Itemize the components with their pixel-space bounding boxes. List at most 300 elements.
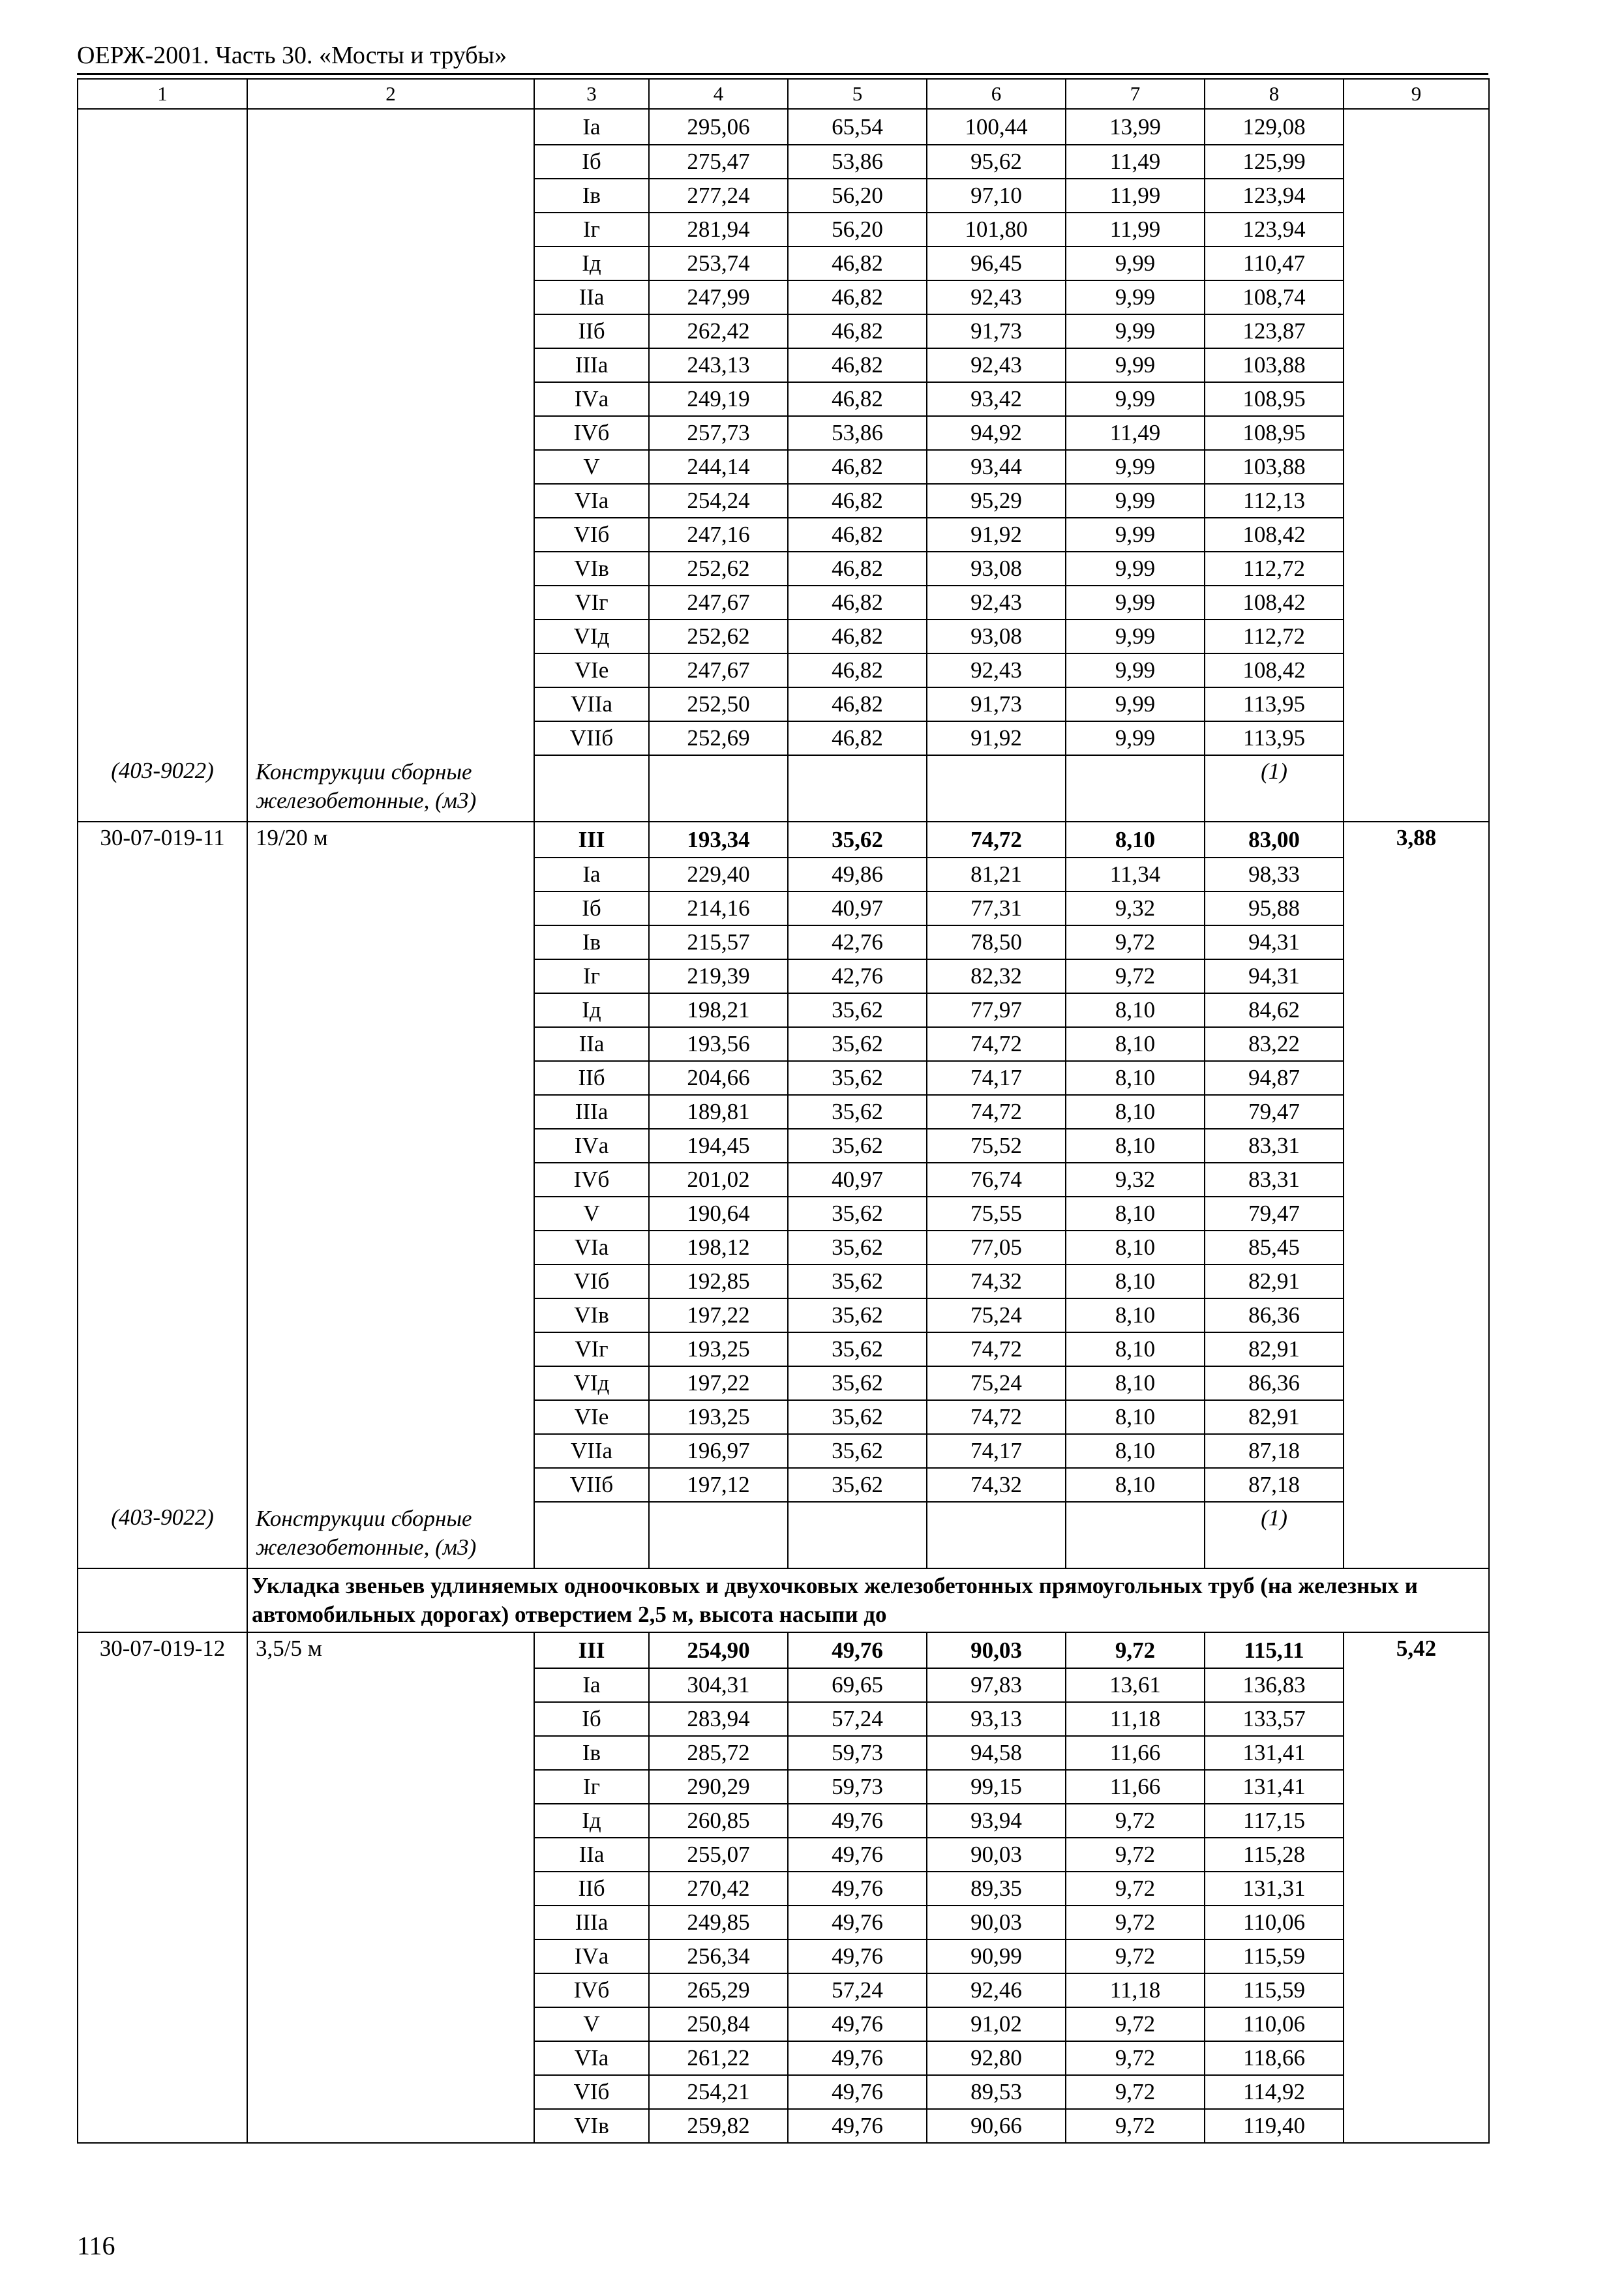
zone-cell: Iа (534, 858, 649, 891)
material-name-cell: Конструкции сборные железобетонные, (м3) (247, 755, 534, 822)
work-name-cell (247, 1702, 534, 1736)
value-cell: 250,84 (649, 2007, 788, 2041)
labor-total-cell (1344, 858, 1489, 891)
labor-total-cell (1344, 1736, 1489, 1770)
value-cell: 59,73 (788, 1770, 927, 1804)
work-name-cell (247, 620, 534, 653)
zone-cell: VIг (534, 586, 649, 620)
rate-code-cell (78, 1872, 247, 1906)
work-name-cell (247, 1668, 534, 1702)
value-cell: 74,72 (927, 1027, 1066, 1061)
value-cell: 198,21 (649, 993, 788, 1027)
value-cell: 131,41 (1205, 1736, 1344, 1770)
zone-cell: VIб (534, 2075, 649, 2109)
table-row (78, 1838, 1489, 1872)
value-cell: 193,56 (649, 1027, 788, 1061)
value-cell: 46,82 (788, 620, 927, 653)
work-name-cell (247, 1872, 534, 1906)
labor-total-cell (1344, 2041, 1489, 2075)
value-cell: 190,64 (649, 1197, 788, 1231)
value-cell: 112,72 (1205, 620, 1344, 653)
work-name-cell (247, 1061, 534, 1095)
labor-total-cell (1344, 145, 1489, 179)
rate-code-cell (78, 1163, 247, 1197)
zone-cell: VIв (534, 552, 649, 586)
value-cell: 79,47 (1205, 1197, 1344, 1231)
value-cell: 113,95 (1205, 687, 1344, 721)
empty-cell (927, 1502, 1066, 1568)
zone-cell: IVб (534, 1973, 649, 2007)
column-number-cell: 4 (649, 79, 788, 109)
labor-total-cell (1344, 109, 1489, 145)
value-cell: 74,72 (927, 1332, 1066, 1366)
work-name-cell (247, 179, 534, 213)
work-name-cell (247, 721, 534, 755)
value-cell: 103,88 (1205, 348, 1344, 382)
value-cell: 86,36 (1205, 1298, 1344, 1332)
value-cell: 90,03 (927, 1838, 1066, 1872)
value-cell: 49,76 (788, 1906, 927, 1939)
zone-cell: IVб (534, 416, 649, 450)
work-name-cell (247, 1027, 534, 1061)
zone-cell: IIа (534, 1027, 649, 1061)
work-name-cell (247, 993, 534, 1027)
labor-total-cell (1344, 1264, 1489, 1298)
value-cell: 49,86 (788, 858, 927, 891)
value-cell: 196,97 (649, 1434, 788, 1468)
empty-cell (1066, 1502, 1205, 1568)
work-name-cell (247, 586, 534, 620)
value-cell: 103,88 (1205, 450, 1344, 484)
value-cell: 96,45 (927, 247, 1066, 280)
value-cell: 93,13 (927, 1702, 1066, 1736)
value-cell: 35,62 (788, 1332, 927, 1366)
zone-cell: IIа (534, 1838, 649, 1872)
value-cell: 74,72 (927, 1095, 1066, 1129)
empty-cell (788, 1502, 927, 1568)
zone-cell: IIб (534, 1061, 649, 1095)
zone-cell: V (534, 450, 649, 484)
rate-code-cell (78, 1939, 247, 1973)
work-name-cell (247, 858, 534, 891)
work-name-cell (247, 450, 534, 484)
value-cell: 9,72 (1066, 959, 1205, 993)
zone-cell: VIе (534, 1400, 649, 1434)
value-cell: 108,95 (1205, 416, 1344, 450)
work-name-cell (247, 1906, 534, 1939)
labor-total-cell (1344, 1973, 1489, 2007)
value-cell: 11,99 (1066, 213, 1205, 247)
value-cell: 118,66 (1205, 2041, 1344, 2075)
value-cell: 82,32 (927, 959, 1066, 993)
table-row (78, 2075, 1489, 2109)
labor-total-cell (1344, 552, 1489, 586)
rate-code-cell (78, 858, 247, 891)
rate-code-cell: 30-07-019-11 (78, 822, 247, 858)
value-cell: 8,10 (1066, 1332, 1205, 1366)
table-row (78, 213, 1489, 247)
table-row (78, 179, 1489, 213)
value-cell: 74,32 (927, 1264, 1066, 1298)
value-cell: 254,90 (649, 1632, 788, 1668)
value-cell: 9,99 (1066, 280, 1205, 314)
value-cell: 82,91 (1205, 1400, 1344, 1434)
labor-total-cell (1344, 348, 1489, 382)
value-cell: 86,36 (1205, 1366, 1344, 1400)
labor-total-cell (1344, 1770, 1489, 1804)
value-cell: 94,31 (1205, 925, 1344, 959)
empty-cell (788, 755, 927, 822)
value-cell: 290,29 (649, 1770, 788, 1804)
rate-code-cell (78, 1061, 247, 1095)
value-cell: 129,08 (1205, 109, 1344, 145)
value-cell: 92,43 (927, 348, 1066, 382)
value-cell: 91,92 (927, 518, 1066, 552)
work-name-cell (247, 1804, 534, 1838)
zone-cell: IIб (534, 314, 649, 348)
value-cell: 9,99 (1066, 653, 1205, 687)
value-cell: 119,40 (1205, 2109, 1344, 2143)
labor-total-cell (1344, 1095, 1489, 1129)
rate-code-cell (78, 1264, 247, 1298)
labor-total-cell (1344, 1804, 1489, 1838)
value-cell: 57,24 (788, 1702, 927, 1736)
value-cell: 11,49 (1066, 416, 1205, 450)
column-number-cell: 2 (247, 79, 534, 109)
labor-total-cell (1344, 2109, 1489, 2143)
value-cell: 42,76 (788, 925, 927, 959)
value-cell: 49,76 (788, 1939, 927, 1973)
value-cell: 9,99 (1066, 348, 1205, 382)
value-cell: 46,82 (788, 552, 927, 586)
value-cell: 9,99 (1066, 586, 1205, 620)
value-cell: 93,08 (927, 620, 1066, 653)
work-name-cell (247, 2075, 534, 2109)
zone-cell: IIа (534, 280, 649, 314)
value-cell: 9,72 (1066, 925, 1205, 959)
work-name-cell (247, 925, 534, 959)
column-number-cell: 1 (78, 79, 247, 109)
labor-total-cell (1344, 280, 1489, 314)
zone-cell: IIб (534, 1872, 649, 1906)
value-cell: 257,73 (649, 416, 788, 450)
value-cell: 123,94 (1205, 213, 1344, 247)
value-cell: 90,03 (927, 1906, 1066, 1939)
work-name-cell (247, 1298, 534, 1332)
rate-code-cell (78, 891, 247, 925)
value-cell: 193,25 (649, 1332, 788, 1366)
value-cell: 82,91 (1205, 1264, 1344, 1298)
table-row (78, 280, 1489, 314)
value-cell: 46,82 (788, 721, 927, 755)
work-name-cell (247, 1366, 534, 1400)
table-row (78, 1702, 1489, 1736)
work-name-cell (247, 416, 534, 450)
value-cell: 9,32 (1066, 1163, 1205, 1197)
table-row (78, 1129, 1489, 1163)
table-row (78, 1906, 1489, 1939)
work-name-cell (247, 247, 534, 280)
value-cell: 8,10 (1066, 1231, 1205, 1264)
material-value-cell: (1) (1205, 1502, 1344, 1568)
value-cell: 9,99 (1066, 382, 1205, 416)
value-cell: 94,31 (1205, 959, 1344, 993)
zone-cell: VIIб (534, 1468, 649, 1502)
table-row (78, 314, 1489, 348)
value-cell: 112,72 (1205, 552, 1344, 586)
value-cell: 93,44 (927, 450, 1066, 484)
value-cell: 108,74 (1205, 280, 1344, 314)
value-cell: 35,62 (788, 1027, 927, 1061)
value-cell: 9,72 (1066, 2007, 1205, 2041)
value-cell: 9,99 (1066, 518, 1205, 552)
value-cell: 46,82 (788, 348, 927, 382)
table-row (78, 1668, 1489, 1702)
value-cell: 136,83 (1205, 1668, 1344, 1702)
work-name-cell (247, 1736, 534, 1770)
value-cell: 265,29 (649, 1973, 788, 2007)
value-cell: 49,76 (788, 2041, 927, 2075)
value-cell: 9,32 (1066, 891, 1205, 925)
labor-total-cell (1344, 993, 1489, 1027)
section-heading-row (78, 1568, 1489, 1632)
table-row (78, 925, 1489, 959)
value-cell: 115,59 (1205, 1973, 1344, 2007)
zone-cell: V (534, 1197, 649, 1231)
labor-total-cell (1344, 1197, 1489, 1231)
work-name-cell (247, 1838, 534, 1872)
rate-code-cell (78, 2075, 247, 2109)
value-cell: 13,61 (1066, 1668, 1205, 1702)
value-cell: 247,67 (649, 653, 788, 687)
table-row (78, 620, 1489, 653)
value-cell: 108,42 (1205, 586, 1344, 620)
rate-code-cell (78, 1332, 247, 1366)
value-cell: 35,62 (788, 1468, 927, 1502)
table-row (78, 687, 1489, 721)
value-cell: 35,62 (788, 1197, 927, 1231)
value-cell: 97,10 (927, 179, 1066, 213)
value-cell: 189,81 (649, 1095, 788, 1129)
material-ref-row (78, 755, 1489, 822)
rate-code-cell (78, 721, 247, 755)
value-cell: 13,99 (1066, 109, 1205, 145)
zone-cell: VIIа (534, 1434, 649, 1468)
labor-total-cell (1344, 891, 1489, 925)
rate-code-cell (78, 109, 247, 145)
table-row (78, 348, 1489, 382)
rate-code-cell (78, 450, 247, 484)
work-name-cell (247, 2109, 534, 2143)
value-cell: 252,62 (649, 620, 788, 653)
labor-total-cell (1344, 586, 1489, 620)
value-cell: 83,31 (1205, 1163, 1344, 1197)
rate-code-cell (78, 653, 247, 687)
table-row (78, 1231, 1489, 1264)
value-cell: 123,94 (1205, 179, 1344, 213)
work-name-cell (247, 1264, 534, 1298)
value-cell: 98,33 (1205, 858, 1344, 891)
value-cell: 35,62 (788, 1298, 927, 1332)
labor-total-cell (1344, 1668, 1489, 1702)
table-row (78, 1770, 1489, 1804)
value-cell: 75,24 (927, 1366, 1066, 1400)
zone-cell: VIб (534, 1264, 649, 1298)
column-number-cell: 9 (1344, 79, 1489, 109)
zone-cell: VIд (534, 620, 649, 653)
labor-total-cell (1344, 179, 1489, 213)
zone-cell: Iа (534, 109, 649, 145)
value-cell: 108,42 (1205, 518, 1344, 552)
value-cell: 46,82 (788, 586, 927, 620)
value-cell: 8,10 (1066, 1095, 1205, 1129)
work-name-cell (247, 314, 534, 348)
value-cell: 219,39 (649, 959, 788, 993)
column-number-row (78, 79, 1489, 109)
empty-cell (927, 755, 1066, 822)
value-cell: 101,80 (927, 213, 1066, 247)
value-cell: 275,47 (649, 145, 788, 179)
zone-cell: Iб (534, 891, 649, 925)
value-cell: 79,47 (1205, 1095, 1344, 1129)
value-cell: 74,17 (927, 1434, 1066, 1468)
zone-cell: Iг (534, 959, 649, 993)
value-cell: 78,50 (927, 925, 1066, 959)
value-cell: 229,40 (649, 858, 788, 891)
zone-cell: VIв (534, 1298, 649, 1332)
value-cell: 254,21 (649, 2075, 788, 2109)
rate-code-cell (78, 1468, 247, 1502)
value-cell: 75,52 (927, 1129, 1066, 1163)
rate-code-cell (78, 1027, 247, 1061)
rate-code-cell (78, 179, 247, 213)
labor-total-cell (1344, 1906, 1489, 1939)
zone-cell: III (534, 1632, 649, 1668)
value-cell: 108,95 (1205, 382, 1344, 416)
value-cell: 90,66 (927, 2109, 1066, 2143)
value-cell: 9,99 (1066, 721, 1205, 755)
work-name-cell (247, 1468, 534, 1502)
value-cell: 92,43 (927, 280, 1066, 314)
value-cell: 110,47 (1205, 247, 1344, 280)
table-row (78, 518, 1489, 552)
value-cell: 8,10 (1066, 1366, 1205, 1400)
value-cell: 9,72 (1066, 1906, 1205, 1939)
value-cell: 69,65 (788, 1668, 927, 1702)
value-cell: 49,76 (788, 1838, 927, 1872)
value-cell: 9,99 (1066, 687, 1205, 721)
value-cell: 11,99 (1066, 179, 1205, 213)
value-cell: 83,22 (1205, 1027, 1344, 1061)
value-cell: 40,97 (788, 1163, 927, 1197)
value-cell: 201,02 (649, 1163, 788, 1197)
table-row (78, 484, 1489, 518)
rate-code-cell (78, 1906, 247, 1939)
zone-cell: VIа (534, 484, 649, 518)
value-cell: 8,10 (1066, 1298, 1205, 1332)
work-name-cell (247, 891, 534, 925)
work-name-cell (247, 552, 534, 586)
table-row (78, 552, 1489, 586)
value-cell: 113,95 (1205, 721, 1344, 755)
work-name-cell (247, 1163, 534, 1197)
value-cell: 9,72 (1066, 2109, 1205, 2143)
value-cell: 91,73 (927, 687, 1066, 721)
value-cell: 262,42 (649, 314, 788, 348)
value-cell: 87,18 (1205, 1468, 1344, 1502)
table-row (78, 1298, 1489, 1332)
rate-code-cell (78, 1770, 247, 1804)
work-name-cell (247, 484, 534, 518)
value-cell: 247,16 (649, 518, 788, 552)
value-cell: 9,72 (1066, 1838, 1205, 1872)
table-row (78, 1736, 1489, 1770)
zone-cell: VIв (534, 2109, 649, 2143)
value-cell: 11,66 (1066, 1770, 1205, 1804)
value-cell: 9,72 (1066, 1939, 1205, 1973)
zone-cell: Iв (534, 179, 649, 213)
value-cell: 92,46 (927, 1973, 1066, 2007)
value-cell: 46,82 (788, 687, 927, 721)
value-cell: 91,73 (927, 314, 1066, 348)
value-cell: 9,99 (1066, 314, 1205, 348)
value-cell: 49,76 (788, 2007, 927, 2041)
value-cell: 92,43 (927, 653, 1066, 687)
rate-code-cell (78, 1197, 247, 1231)
rate-code-cell (78, 1298, 247, 1332)
zone-cell: Iд (534, 1804, 649, 1838)
rate-code-cell (78, 1434, 247, 1468)
labor-total-cell (1344, 2075, 1489, 2109)
value-cell: 77,05 (927, 1231, 1066, 1264)
rate-code-cell (78, 280, 247, 314)
value-cell: 281,94 (649, 213, 788, 247)
value-cell: 35,62 (788, 1061, 927, 1095)
value-cell: 35,62 (788, 1264, 927, 1298)
value-cell: 35,62 (788, 1366, 927, 1400)
page-number: 116 (77, 2231, 115, 2260)
table-row (78, 993, 1489, 1027)
value-cell: 192,85 (649, 1264, 788, 1298)
value-cell: 197,22 (649, 1298, 788, 1332)
value-cell: 75,55 (927, 1197, 1066, 1231)
empty-cell (78, 1568, 247, 1632)
labor-total-cell (1344, 1434, 1489, 1468)
value-cell: 114,92 (1205, 2075, 1344, 2109)
value-cell: 108,42 (1205, 653, 1344, 687)
rate-code-cell (78, 1736, 247, 1770)
value-cell: 35,62 (788, 822, 927, 858)
value-cell: 100,44 (927, 109, 1066, 145)
table-row (78, 1400, 1489, 1434)
column-number-cell: 6 (927, 79, 1066, 109)
rate-code-cell (78, 416, 247, 450)
value-cell: 11,18 (1066, 1973, 1205, 2007)
zone-cell: Iг (534, 213, 649, 247)
rate-code-cell (78, 382, 247, 416)
value-cell: 57,24 (788, 1973, 927, 2007)
value-cell: 243,13 (649, 348, 788, 382)
labor-total-cell (1344, 484, 1489, 518)
value-cell: 133,57 (1205, 1702, 1344, 1736)
labor-total-cell (1344, 1468, 1489, 1502)
labor-total-cell (1344, 1838, 1489, 1872)
value-cell: 115,28 (1205, 1838, 1344, 1872)
rate-code-cell (78, 2041, 247, 2075)
page-header-title: ОЕРЖ-2001. Часть 30. «Мосты и трубы» (77, 42, 507, 69)
work-name-cell: 3,5/5 м (247, 1632, 534, 1668)
rate-code-cell (78, 484, 247, 518)
